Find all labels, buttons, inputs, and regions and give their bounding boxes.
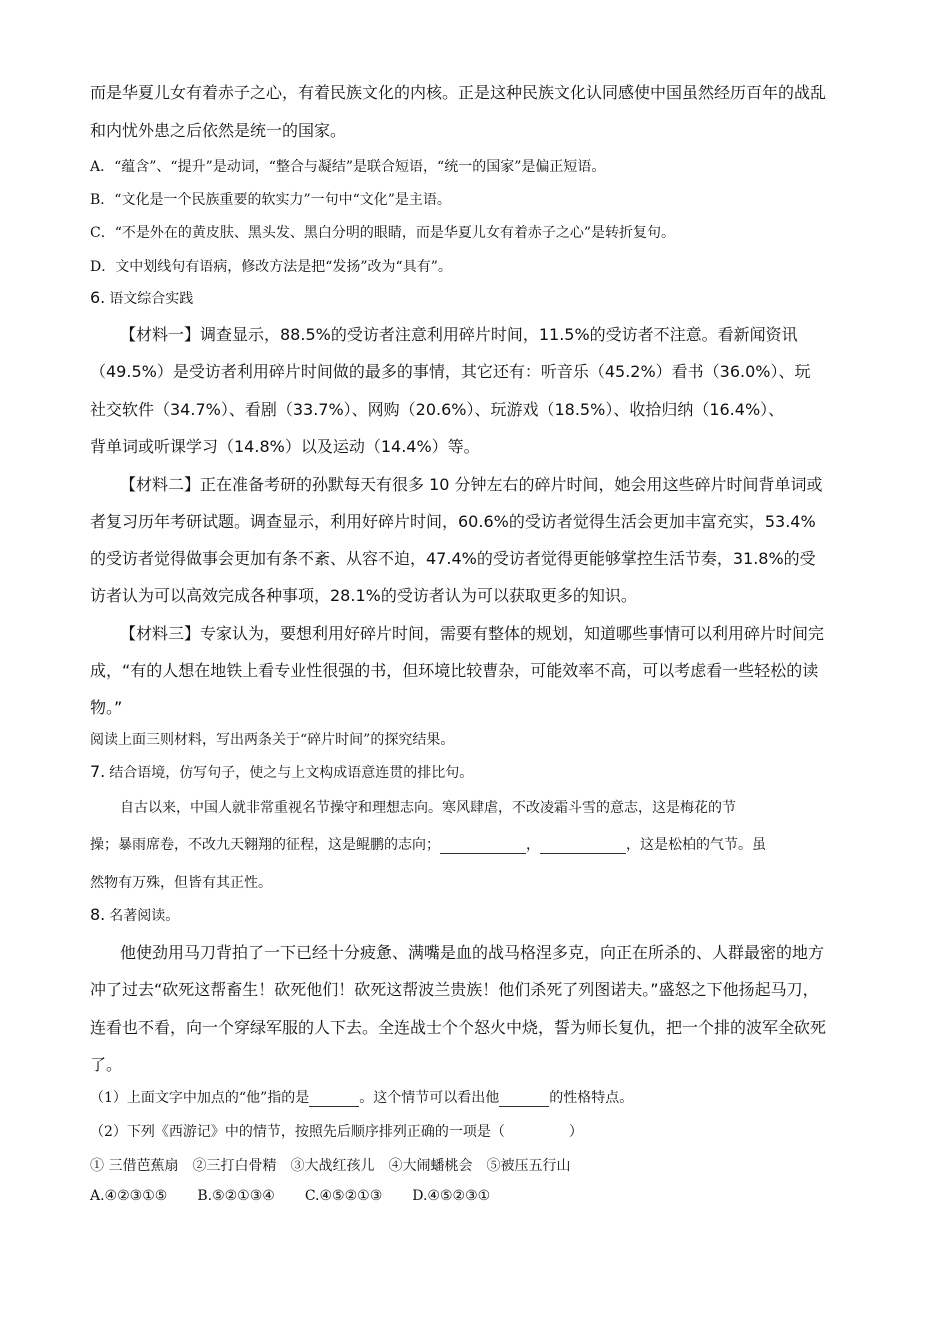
q6-material1-line: （49.5%）是受访者利用碎片时间做的最多的事情，其它还有：听音乐（45.2%）看书（36.0%）、玩	[90, 362, 811, 381]
q8-title: 名著阅读。	[109, 908, 180, 924]
q7-title: 结合语境，仿写句子，使之与上文构成语意连贯的排比句。	[109, 765, 474, 781]
q7-answer-blank-2[interactable]	[540, 837, 626, 854]
q8-passage-line: 了。	[90, 1055, 123, 1074]
q7-line2-end: ，这是松柏的气节。虽	[626, 837, 766, 853]
q5-option-c: C．“不是外在的黄皮肤、黑头发、黑白分明的眼睛，而是华夏儿女有着赤子之心”是转折复句。	[90, 225, 676, 241]
q7-number: 7.	[90, 762, 106, 781]
q7-heading	[90, 762, 473, 782]
q8-sub1-start: （1）上面文字中加点的“他”指的是	[90, 1090, 310, 1106]
q7-line2-start: 操；暴雨席卷，不改九天翱翔的征程，这是鲲鹏的志向；	[90, 837, 440, 853]
q7-context-line-2	[90, 834, 766, 854]
q8-choices	[90, 1188, 490, 1204]
q8-sub2-answer-space[interactable]	[505, 1124, 569, 1140]
q6-material1-line: 社交软件（34.7%）、看剧（33.7%）、网购（20.6%）、玩游戏（18.5%）、收拾归纳（16.4%）、	[90, 400, 785, 419]
q6-title: 语文综合实践	[109, 291, 194, 307]
choice-c[interactable]: C.④⑤②①③	[304, 1188, 383, 1204]
q6-number: 6.	[90, 288, 106, 307]
q8-sub2-start: （2）下列《西游记》中的情节，按照先后顺序排列正确的一项是（	[90, 1124, 505, 1140]
intro-line-2: 和内忧外患之后依然是统一的国家。	[90, 121, 347, 140]
q8-number: 8.	[90, 905, 106, 924]
q8-sub1-mid: 。这个情节可以看出他	[359, 1090, 500, 1106]
q8-sub-question-2	[90, 1121, 583, 1141]
q8-sub1-end: 的性格特点。	[549, 1090, 634, 1106]
q5-option-a: A．“蕴含”、“提升”是动词，“整合与凝结”是联合短语，“统一的国家”是偏正短语。	[90, 159, 606, 175]
q7-line2-sep: ，	[526, 837, 540, 853]
q8-sub1-blank-1[interactable]	[309, 1090, 359, 1107]
q8-heading	[90, 905, 179, 925]
q6-heading	[90, 288, 193, 308]
q5-option-b: B．“文化是一个民族重要的软实力”一句中“文化”是主语。	[90, 192, 451, 208]
q8-passage-line: 他使劲用马刀背拍了一下已经十分疲惫、满嘴是血的战马格涅多克，向正在所杀的、人群最密的地方	[120, 943, 825, 962]
q5-option-d: D．文中划线句有语病，修改方法是把“发扬”改为“具有”。	[90, 259, 452, 275]
intro-line-1: 而是华夏儿女有着赤子之心，有着民族文化的内核。正是这种民族文化认同感使中国虽然经历百年的战乱	[90, 83, 827, 102]
q6-material3-line: 成，“有的人想在地铁上看专业性很强的书，但环境比较曹杂，可能效率不高，可以考虑看一些轻松的读	[90, 661, 819, 680]
q6-material2-line: 者复习历年考研试题。调查显示，利用好碎片时间，60.6%的受访者觉得生活会更加丰富充实，53.4%	[90, 512, 816, 531]
q8-sub-question-1	[90, 1087, 633, 1107]
q8-sub1-blank-2[interactable]	[499, 1090, 549, 1107]
q6-material3-line: 物。”	[90, 698, 123, 717]
q8-sub2-end: ）	[568, 1124, 583, 1140]
q7-answer-blank-1[interactable]	[440, 837, 526, 854]
q8-passage-line: 连看也不看，向一个穿绿军服的人下去。全连战士个个怒火中烧，誓为师长复仇，把一个排的波军全砍死	[90, 1018, 827, 1037]
q6-question: 阅读上面三则材料，写出两条关于“碎片时间”的探究结果。	[90, 732, 455, 748]
choice-b[interactable]: B.⑤②①③④	[197, 1188, 275, 1204]
choice-d[interactable]: D.④⑤②③①	[412, 1188, 491, 1204]
q7-context-line-1: 自古以来，中国人就非常重视名节操守和理想志向。寒风肆虐，不改凌霜斗雪的意志，这是梅花的节	[120, 800, 736, 816]
q7-context-line-3: 然物有万殊，但皆有其正性。	[90, 875, 272, 891]
q6-material2-line: 【材料二】正在准备考研的孙默每天有很多 10 分钟左右的碎片时间，她会用这些碎片时间背单词或	[120, 475, 823, 494]
choice-a[interactable]: A.④②③①⑤	[90, 1188, 168, 1204]
q8-plot-items: ① 三借芭蕉扇 ②三打白骨精 ③大战红孩儿 ④大闹蟠桃会 ⑤被压五行山	[90, 1158, 571, 1174]
q6-material2-line: 的受访者觉得做事会更加有条不紊、从容不迫，47.4%的受访者觉得更能够掌控生活节奏，31.8%的受	[90, 549, 816, 568]
q8-passage-line: 冲了过去“砍死这帮畜生！砍死他们！砍死这帮波兰贵族！他们杀死了列图诺夫。”盛怒之下他扬起马刀，	[90, 980, 819, 999]
q6-material2-line: 访者认为可以高效完成各种事项，28.1%的受访者认为可以获取更多的知识。	[90, 586, 637, 605]
q6-material1-line: 背单词或听课学习（14.8%）以及运动（14.4%）等。	[90, 437, 480, 456]
q6-material3-line: 【材料三】专家认为，要想利用好碎片时间，需要有整体的规划，知道哪些事情可以利用碎片时间完	[120, 624, 825, 643]
q6-material1-line: 【材料一】调查显示，88.5%的受访者注意利用碎片时间，11.5%的受访者不注意。看新闻资讯	[120, 325, 798, 344]
